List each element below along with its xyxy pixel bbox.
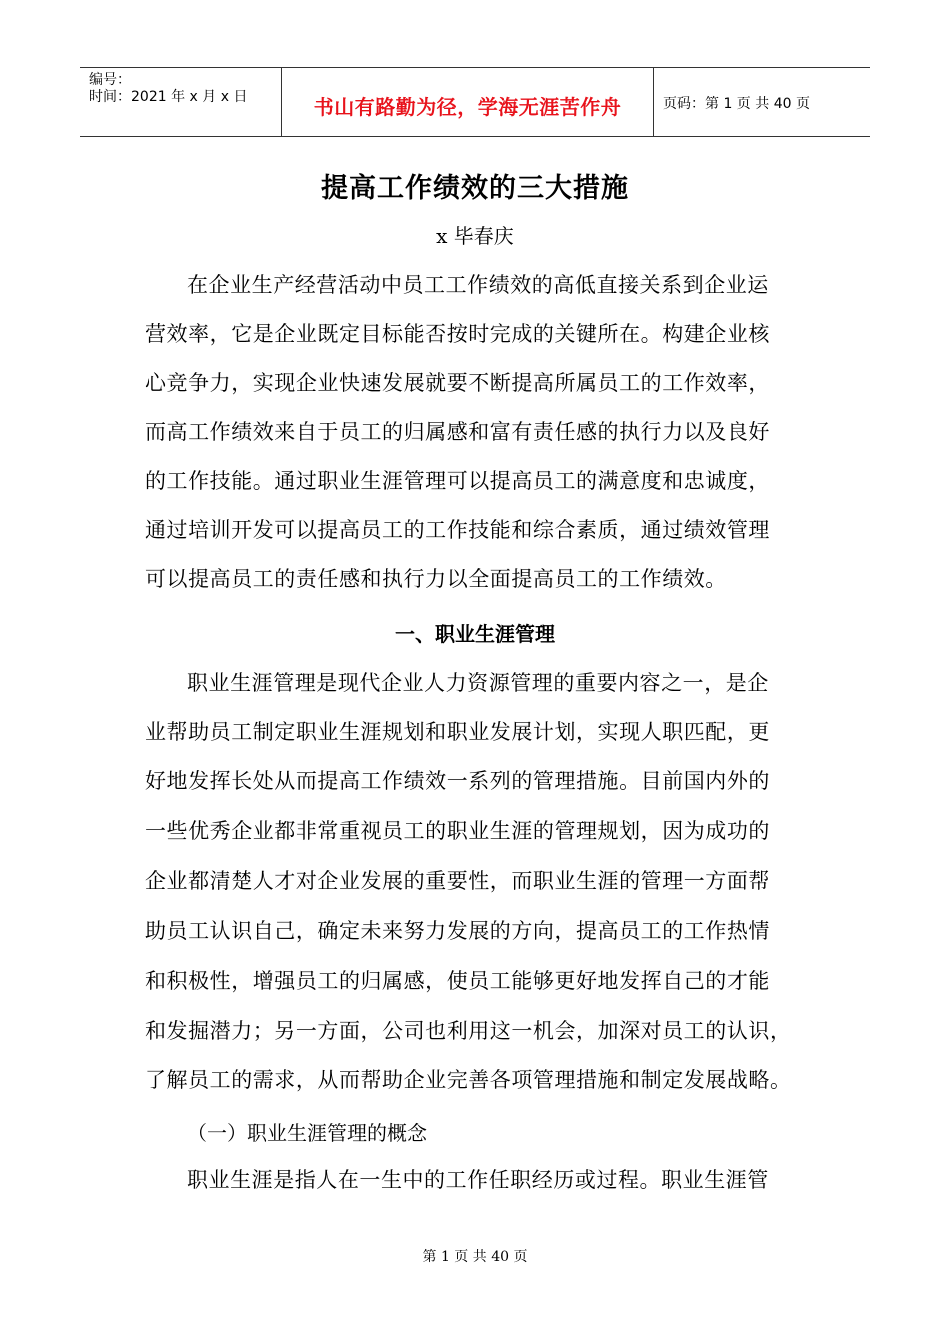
document-title: 提高工作绩效的三大措施 (321, 173, 629, 204)
section-heading: 一、职业生涯管理 (395, 622, 555, 646)
paragraph-line: 企业都清楚人才对企业发展的重要性，而职业生涯的管理一方面帮 (145, 869, 770, 893)
paragraph-line: 而高工作绩效来自于员工的归属感和富有责任感的执行力以及良好 (145, 420, 770, 444)
paragraph-line: 了解员工的需求，从而帮助企业完善各项管理措施和制定发展战略。 (145, 1068, 792, 1092)
paragraph-line: 一些优秀企业都非常重视员工的职业生涯的管理规划，因为成功的 (145, 819, 770, 843)
page-info: 页码：第 1 页 共 40 页 (663, 96, 810, 112)
document-header (80, 67, 870, 137)
header-motto-cell (281, 68, 654, 136)
number-label: 编号： (89, 72, 131, 88)
header-meta-cell (80, 68, 281, 136)
date-label: 时间：2021 年 x 月 x 日 (89, 89, 248, 105)
page-footer: 第 1 页 共 40 页 (422, 1249, 528, 1265)
paragraph-line: 在企业生产经营活动中员工工作绩效的高低直接关系到企业运 (187, 273, 769, 297)
paragraph-line: 助员工认识自己，确定未来努力发展的方向，提高员工的工作热情 (145, 919, 770, 943)
paragraph-line: 职业生涯是指人在一生中的工作任职经历或过程。职业生涯管 (187, 1168, 769, 1192)
author-line: x 毕春庆 (436, 224, 514, 248)
paragraph-line: 职业生涯管理是现代企业人力资源管理的重要内容之一，是企 (187, 671, 769, 695)
paragraph-line: 的工作技能。通过职业生涯管理可以提高员工的满意度和忠诚度， (145, 469, 770, 493)
paragraph-line: 心竞争力，实现企业快速发展就要不断提高所属员工的工作效率， (145, 371, 770, 395)
paragraph-line: 和积极性，增强员工的归属感，使员工能够更好地发挥自己的才能 (145, 969, 770, 993)
paragraph-line: 业帮助员工制定职业生涯规划和职业发展计划，实现人职匹配，更 (145, 720, 770, 744)
paragraph-line: 营效率，它是企业既定目标能否按时完成的关键所在。构建企业核 (145, 322, 770, 346)
motto-text: 书山有路勤为径，学海无涯苦作舟 (313, 95, 622, 119)
paragraph-line: 好地发挥长处从而提高工作绩效一系列的管理措施。目前国内外的 (145, 769, 770, 793)
header-page-cell (653, 68, 870, 136)
paragraph-line: 通过培训开发可以提高员工的工作技能和综合素质，通过绩效管理 (145, 518, 770, 542)
paragraph-line: 和发掘潜力；另一方面，公司也利用这一机会，加深对员工的认识， (145, 1019, 792, 1043)
subsection-heading: （一）职业生涯管理的概念 (187, 1121, 427, 1145)
paragraph-line: 可以提高员工的责任感和执行力以全面提高员工的工作绩效。 (145, 567, 727, 591)
